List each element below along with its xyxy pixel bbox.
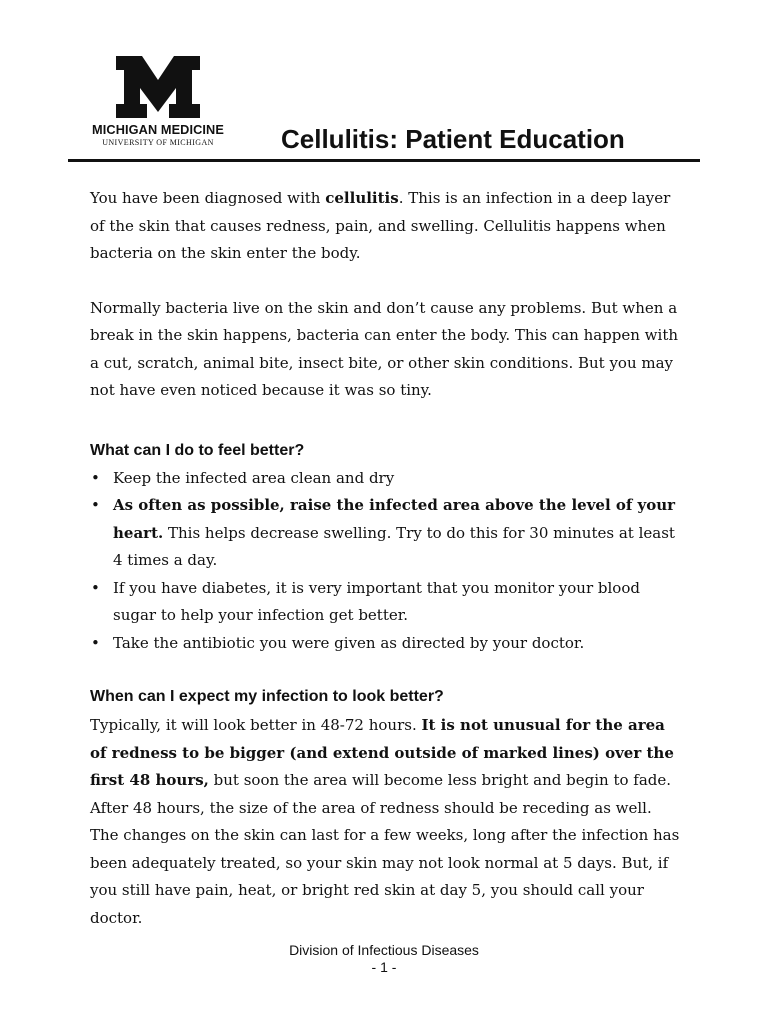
logo-subtitle: UNIVERSITY OF MICHIGAN	[102, 138, 214, 147]
page-title: Cellulitis: Patient Education	[281, 124, 625, 154]
list-item: • As often as possible, raise the infected area above the level of your heart. This helps decrease swelling. Try to do this for 30 minutes at least 4 times a day.	[90, 492, 680, 575]
list-item: • If you have diabetes, it is very important that you monitor your blood sugar to help your infection get better.	[90, 575, 680, 630]
document-header	[0, 0, 768, 166]
page-footer	[0, 942, 768, 976]
feel-better-list	[90, 465, 680, 658]
document-body	[90, 185, 680, 932]
page-number: - 1 -	[371, 959, 397, 975]
recovery-warning: It is not unusual for the area of redness to be bigger (and extend outside of marked lines) over the first 48 hours,	[90, 716, 674, 789]
header-divider	[68, 159, 700, 162]
block-m-icon	[116, 56, 200, 118]
list-item: • Keep the infected area clean and dry	[90, 465, 680, 493]
recovery-paragraph: Typically, it will look better in 48-72 hours. It is not unusual for the area of redness to be bigger (and extend outside of marked lines) over the first 48 hours, but soon the area will become less bright and begin to fade. After 48 hours, the size of the area of redness should be receding as well. The changes on the skin can last for a few weeks, long after the infection has been adequately treated, so your skin may not look normal at 5 days. But, if you still have pain, heat, or bright red skin at day 5, you should call your doctor.	[90, 716, 680, 927]
bullet-icon: •	[91, 468, 100, 487]
michigan-medicine-logo	[84, 56, 232, 147]
list-item: • Take the antibiotic you were given as directed by your doctor.	[90, 630, 680, 658]
intro-paragraph-2: Normally bacteria live on the skin and don’t cause any problems. But when a break in the skin happens, bacteria can enter the body. This can happen with a cut, scratch, animal bite, insect bite, or other skin conditions. But you may not have even noticed because it was so tiny.	[90, 298, 679, 399]
intro-paragraph-1: You have been diagnosed with cellulitis. This is an infection in a deep layer of the skin that causes redness, pain, and swelling. Cellulitis happens when bacteria on the skin enter the body.	[90, 189, 671, 262]
section-heading-look-better: When can I expect my infection to look better?	[90, 688, 444, 705]
logo-name: MICHIGAN MEDICINE	[92, 122, 224, 137]
bullet-icon: •	[91, 578, 100, 597]
footer-division: Division of Infectious Diseases	[289, 942, 479, 958]
bullet-icon: •	[91, 496, 100, 514]
section-heading-feel-better: What can I do to feel better?	[90, 441, 305, 459]
diagnosis-term: cellulitis	[325, 189, 399, 207]
bullet-icon: •	[91, 633, 100, 652]
